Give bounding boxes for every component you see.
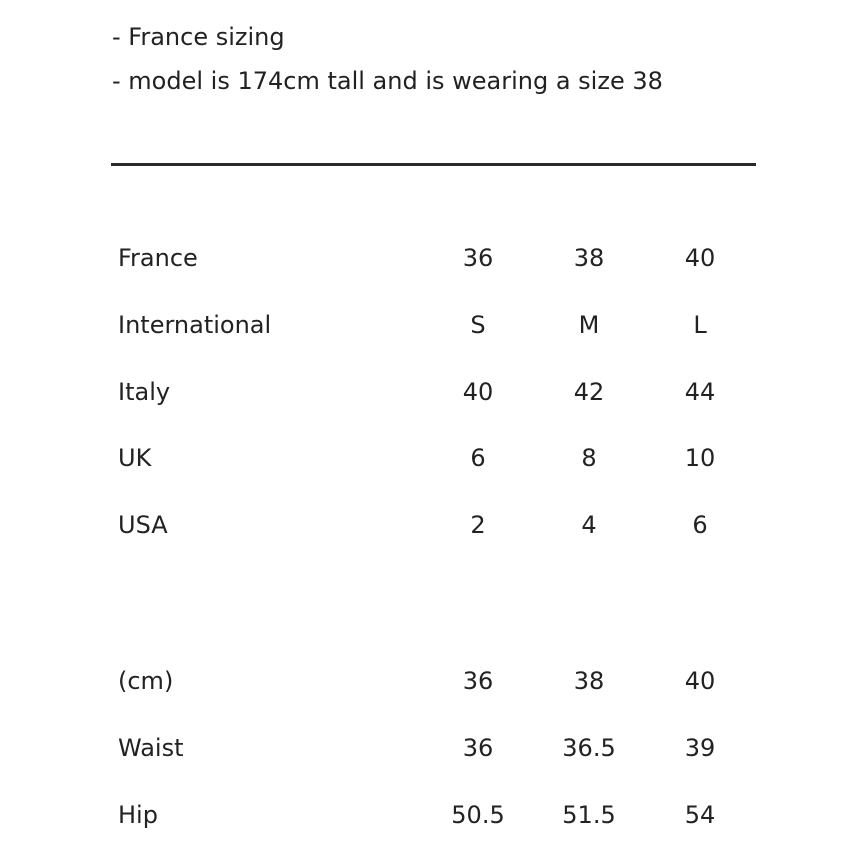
- table-cell: M: [578, 310, 600, 339]
- table-cell: 44: [684, 377, 716, 406]
- table-cell: 36: [462, 733, 494, 762]
- table-row-france: [0, 241, 868, 275]
- table-cell: 2: [470, 511, 486, 539]
- table-cell: 42: [573, 377, 605, 406]
- table-cell: 51.5: [562, 800, 616, 829]
- row-label: UK: [118, 444, 152, 473]
- table-cell: 8: [581, 444, 597, 473]
- table-cell: 38: [573, 244, 605, 272]
- table-cell: 10: [684, 444, 716, 473]
- table-row-usa: [0, 508, 868, 542]
- table-row-waist: [0, 731, 868, 765]
- table-row-cm: [0, 664, 868, 698]
- row-label: USA: [118, 511, 168, 539]
- row-label: Hip: [118, 800, 158, 829]
- table-row-italy: [0, 375, 868, 409]
- table-cell: 36.5: [562, 733, 616, 762]
- sizing-notes: [112, 22, 812, 110]
- table-row-uk: [0, 441, 868, 475]
- table-cell: 6: [692, 511, 708, 539]
- measurements-table: [0, 664, 868, 832]
- table-cell: 36: [462, 244, 494, 272]
- table-cell: 54: [684, 800, 716, 829]
- table-cell: 40: [684, 244, 716, 272]
- note-france-sizing: - France sizing: [112, 23, 285, 51]
- row-label: International: [118, 310, 272, 339]
- table-cell: 40: [684, 667, 716, 695]
- table-cell: 38: [573, 667, 605, 695]
- table-cell: 36: [462, 667, 494, 695]
- row-label: Italy: [118, 377, 171, 406]
- table-row-international: [0, 308, 868, 342]
- table-cell: 40: [462, 377, 494, 406]
- table-cell: 6: [470, 444, 486, 473]
- table-cell: 50.5: [451, 800, 505, 829]
- row-label: France: [118, 244, 198, 272]
- table-cell: 39: [684, 733, 716, 762]
- row-label: Waist: [118, 733, 184, 762]
- table-cell: S: [470, 310, 486, 339]
- note-model-info: - model is 174cm tall and is wearing a size 38: [112, 67, 663, 95]
- table-cell: L: [693, 310, 707, 339]
- divider-line: [111, 163, 756, 166]
- row-label: (cm): [118, 667, 174, 695]
- table-row-hip: [0, 798, 868, 832]
- size-conversion-table: [0, 241, 868, 542]
- table-cell: 4: [581, 511, 597, 539]
